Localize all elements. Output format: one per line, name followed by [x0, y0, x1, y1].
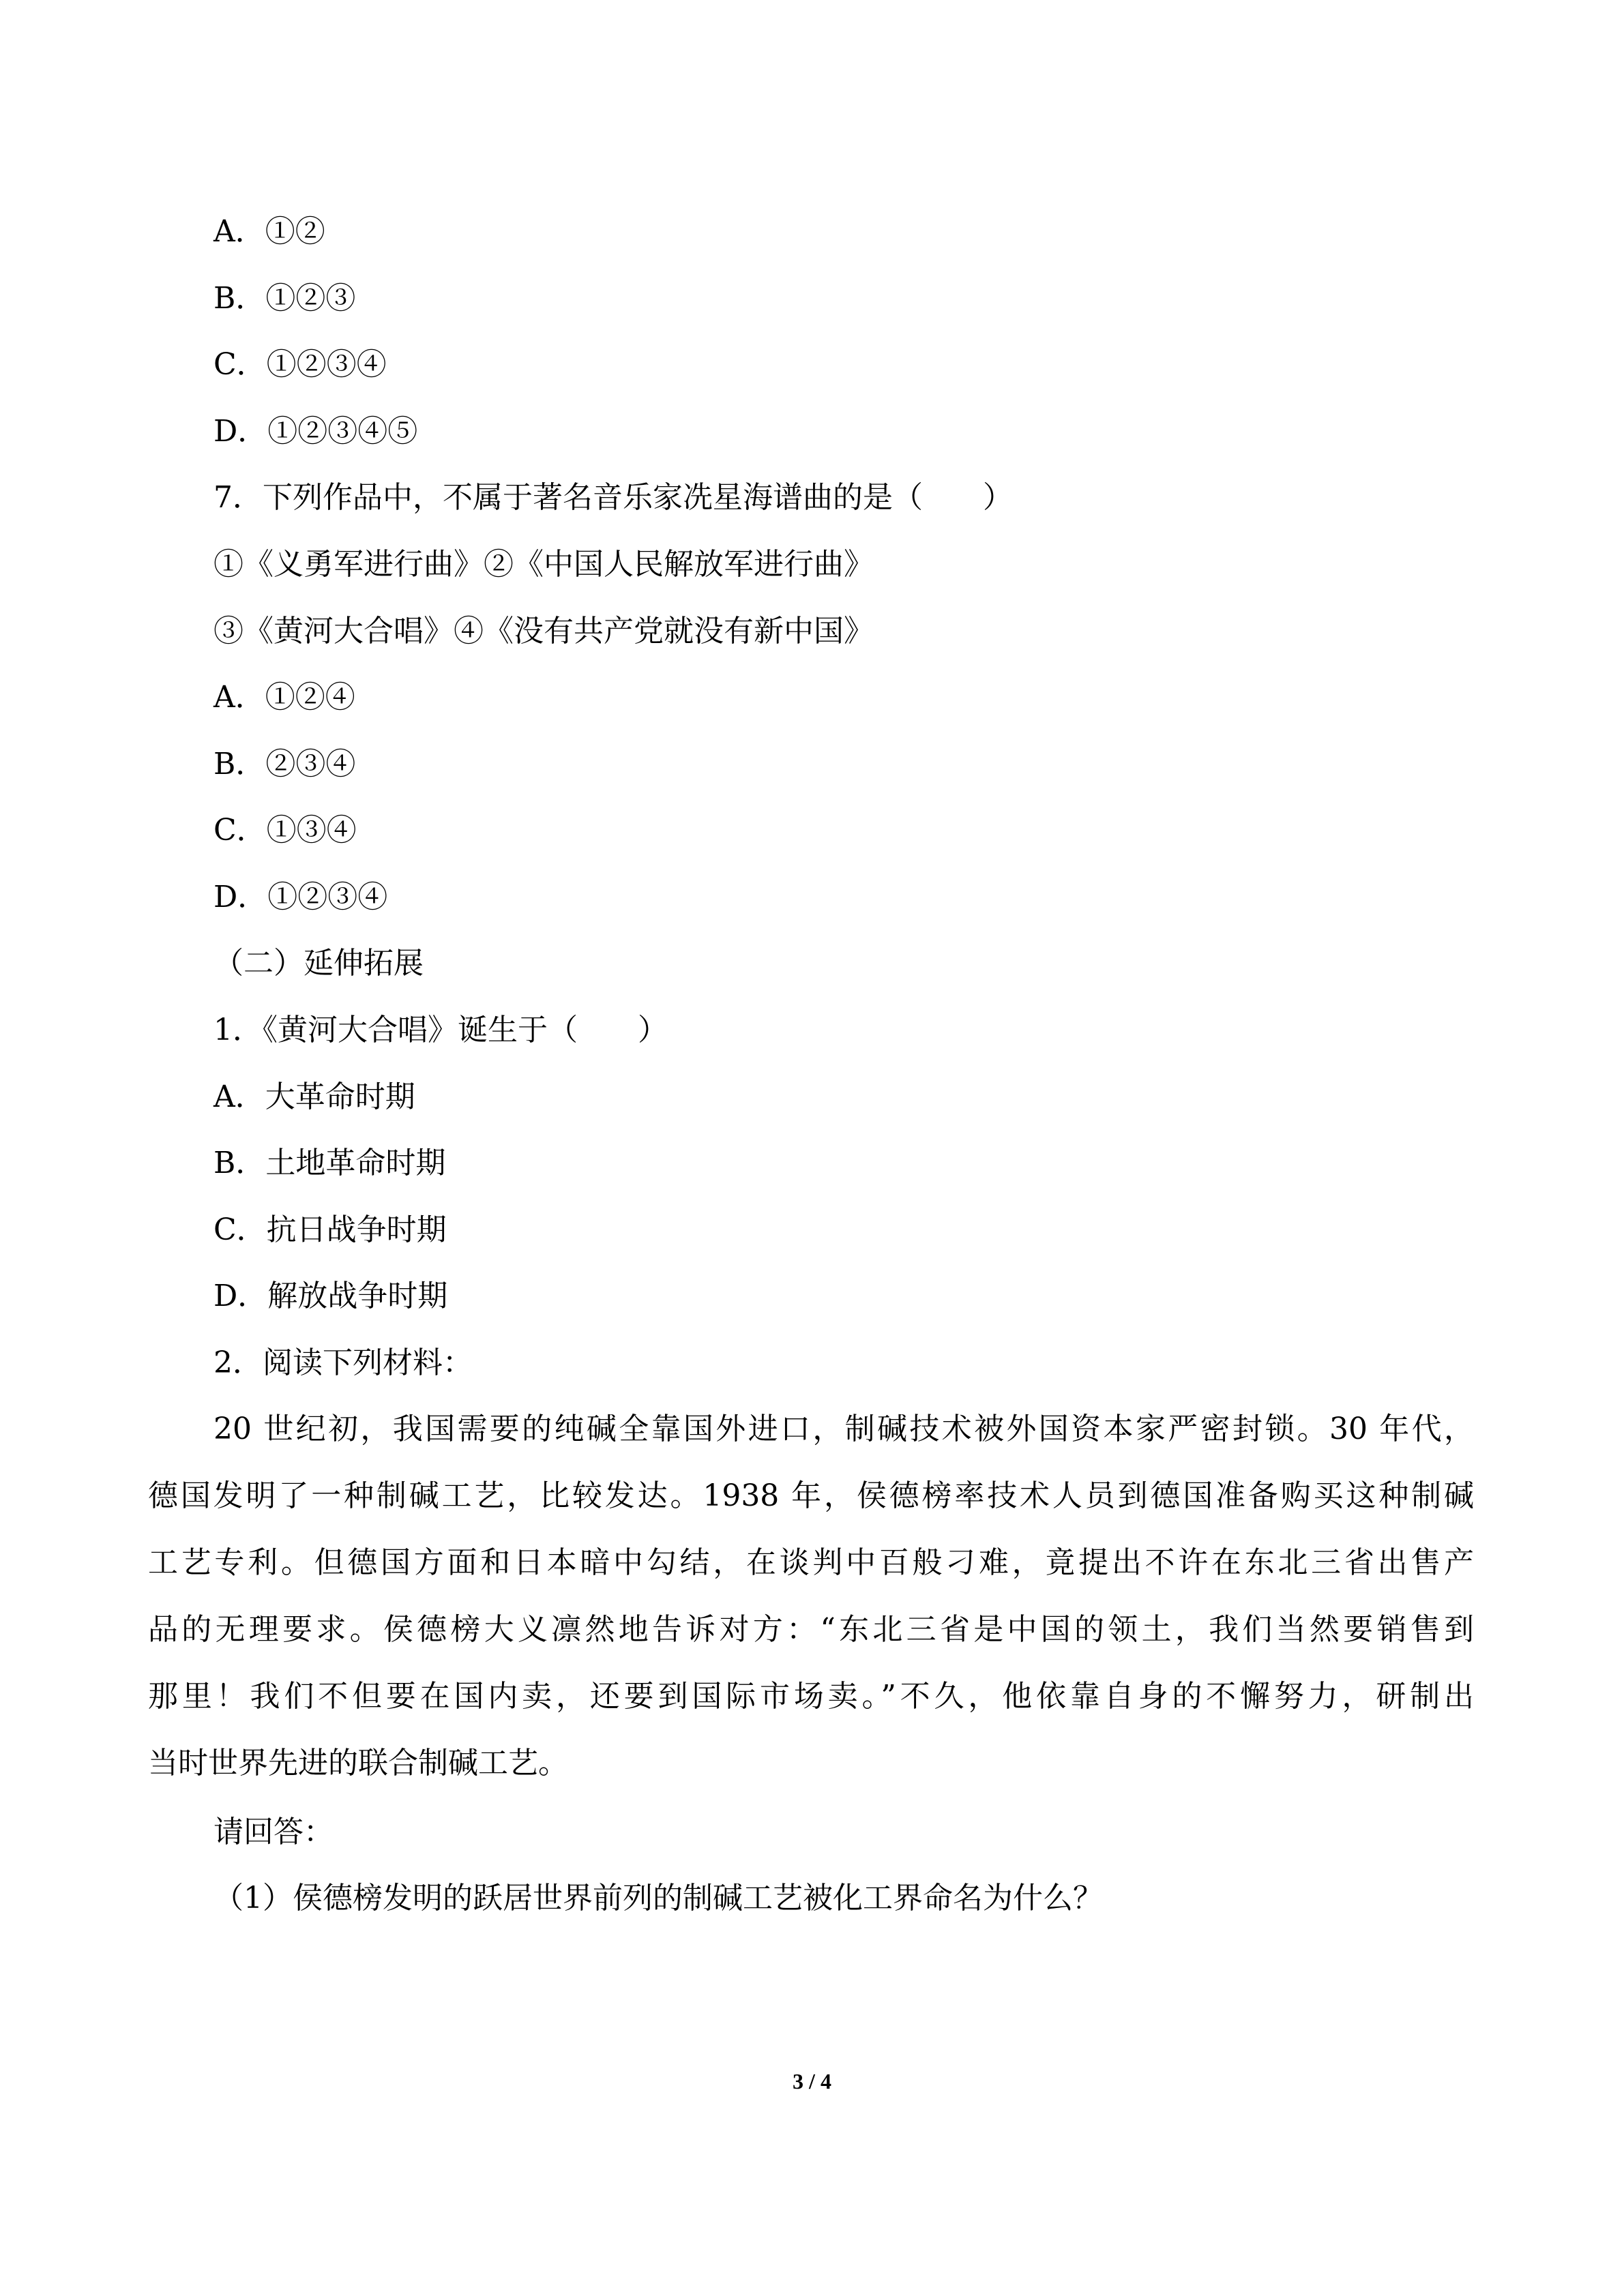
material-line: 那里！我们不但要在国内卖，还要到国际市场卖。”不久，他依靠自身的不懈努力，研制出 [148, 1679, 1474, 1714]
s2-q1-stem: 1．《黄河大合唱》诞生于（ ） [213, 1013, 668, 1047]
material-line: 德国发明了一种制碱工艺，比较发达。1938 年，侯德榜率技术人员到德国准备购买这种制碱 [148, 1478, 1474, 1513]
s2-q1-option-d: D．解放战争时期 [213, 1279, 448, 1313]
page-number: 3 / 4 [793, 2069, 831, 2093]
q7-option-c: C．①③④ [213, 813, 357, 848]
material-line: 20 世纪初，我国需要的纯碱全靠国外进口，制碱技术被外国资本家严密封锁。30 年代， [213, 1412, 1474, 1446]
q6-option-c: C．①②③④ [213, 347, 387, 382]
sub-question-1: （1）侯德榜发明的跃居世界前列的制碱工艺被化工界命名为什么？ [213, 1881, 1103, 1915]
s2-q2-stem: 2．阅读下列材料： [213, 1345, 473, 1380]
q7-option-b: B．②③④ [213, 747, 356, 781]
reading-material [148, 1396, 1474, 1797]
s2-q1-option-b: B．土地革命时期 [213, 1146, 446, 1180]
q7-items-line2: ③《黄河大合唱》④《没有共产党就没有新中国》 [213, 614, 874, 648]
answer-prompt: 请回答： [213, 1815, 334, 1849]
s2-q1-option-c: C．抗日战争时期 [213, 1212, 447, 1247]
q6-option-b: B．①②③ [213, 281, 356, 316]
section-heading: （二）延伸拓展 [213, 946, 424, 981]
q7-option-d: D．①②③④ [213, 880, 388, 914]
material-line: 当时世界先进的联合制碱工艺。 [148, 1746, 568, 1780]
s2-q1-option-a: A．大革命时期 [213, 1079, 415, 1114]
q7-option-a: A．①②④ [213, 680, 355, 715]
material-line: 品的无理要求。侯德榜大义凛然地告诉对方：“东北三省是中国的领土，我们当然要销售到 [148, 1612, 1474, 1647]
q6-option-d: D．①②③④⑤ [213, 414, 418, 449]
q7-items-line1: ①《义勇军进行曲》②《中国人民解放军进行曲》 [213, 547, 874, 582]
q7-stem: 7．下列作品中，不属于著名音乐家冼星海谱曲的是（ ） [213, 480, 1013, 515]
q6-option-a: A．①② [213, 214, 325, 249]
material-line: 工艺专利。但德国方面和日本暗中勾结，在谈判中百般刁难，竟提出不许在东北三省出售产 [148, 1545, 1474, 1580]
